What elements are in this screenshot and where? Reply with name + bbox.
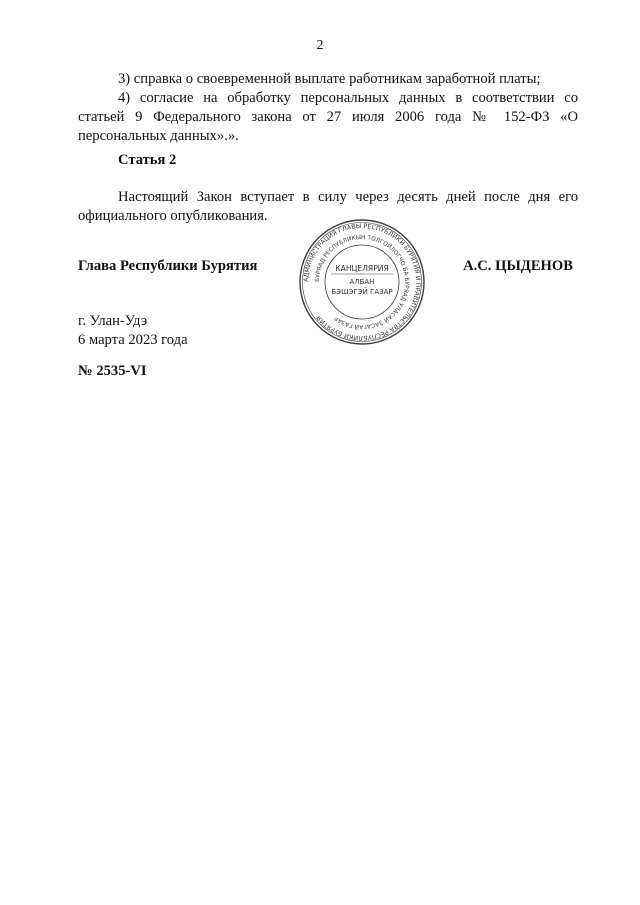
list-items-block: [78, 70, 578, 146]
place-and-date: [78, 312, 188, 350]
date: 6 марта 2023 года: [78, 332, 188, 348]
seal-center-line-3: БЭШЭГЭЙ ГАЗАР: [331, 288, 393, 296]
seal-outer-ring-text: АДМИНИСТРАЦИЯ ГЛАВЫ РЕСПУБЛИКИ БУРЯТИЯ И ПРАВИТЕЛЬСТВА РЕСПУБЛИКИ БУРЯТИЯ: [302, 222, 422, 342]
signatory-position: Глава Республики Бурятия: [78, 258, 258, 274]
list-item-4: 4) согласие на обработку персональных данных в соответствии со статьей 9 Федерального закона от 27 июля 2006 года № 152-ФЗ «О персональных данных».».: [78, 90, 578, 144]
page-number: 2: [316, 38, 324, 53]
article-text: Настоящий Закон вступает в силу через десять дней после дня его официального опубликования.: [78, 189, 578, 224]
law-number: № 2535-VI: [78, 363, 147, 379]
seal-inner-ring-text: БУРЯАД РЕСПУБЛИКЫН ТОЛГОЙЛОГЧО БА БУРЯАД УЛАСАЙ ЗАСАГАЙ ГАЗАР: [314, 234, 410, 330]
official-seal-stamp: [298, 218, 426, 346]
list-item-3: 3) справка о своевременной выплате работникам заработной платы;: [118, 71, 541, 87]
city: г. Улан-Удэ: [78, 313, 148, 329]
seal-center-line-2: АЛБАН: [349, 278, 375, 286]
seal-center-line-1: КАНЦЕЛЯРИЯ: [335, 264, 389, 273]
article-heading: Статья 2: [118, 152, 177, 168]
signatory-name: А.С. ЦЫДЕНОВ: [463, 258, 573, 274]
